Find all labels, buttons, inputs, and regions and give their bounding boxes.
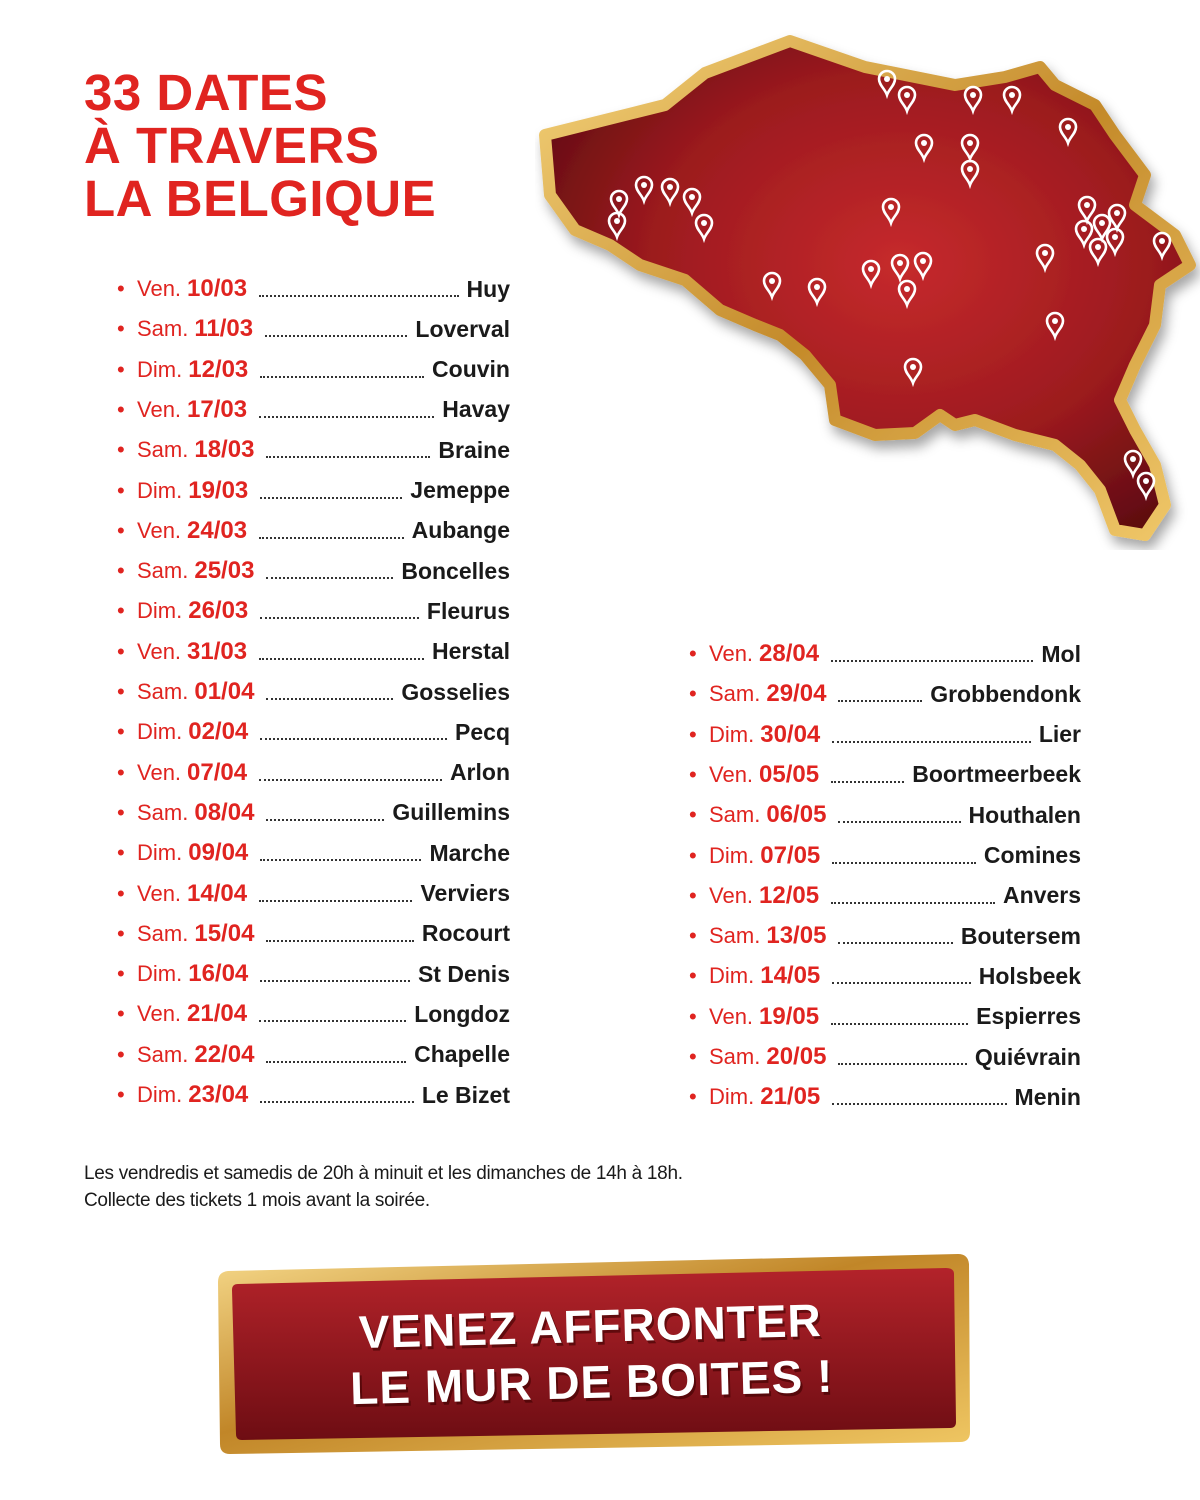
city-label: Verviers <box>420 880 510 906</box>
date-label: 19/05 <box>759 1002 820 1030</box>
dotted-leader <box>260 845 421 861</box>
date-label: 16/04 <box>188 960 249 988</box>
date-label: 05/05 <box>759 760 820 788</box>
city-label: Marche <box>429 839 510 866</box>
bullet: • <box>117 920 125 946</box>
dotted-leader <box>838 686 922 702</box>
day-label: Ven. <box>137 759 182 785</box>
schedule-row <box>117 473 510 509</box>
city-label: St Denis <box>417 960 510 987</box>
date-label: 30/04 <box>760 720 821 748</box>
dotted-leader <box>838 1049 966 1065</box>
city-label: Boutersem <box>960 922 1081 949</box>
date-label: 08/04 <box>194 798 255 826</box>
day-label: Ven. <box>709 882 754 908</box>
bullet: • <box>689 1003 697 1029</box>
dotted-leader <box>266 1047 406 1063</box>
day-label: Dim. <box>137 719 183 745</box>
city-label: Espierres <box>976 1003 1081 1030</box>
date-label: 23/04 <box>188 1081 249 1108</box>
schedule-row <box>689 958 1081 994</box>
city-label: Mol <box>1041 640 1081 667</box>
city-label: Le Bizet <box>421 1081 510 1108</box>
bullet: • <box>117 759 125 785</box>
city-label: Anvers <box>1003 882 1081 909</box>
day-label: Dim. <box>137 1082 183 1107</box>
schedule-row <box>689 838 1081 874</box>
bullet: • <box>117 638 125 664</box>
title-line-3: LA BELGIQUE <box>84 170 437 227</box>
day-label: Sam. <box>137 920 189 946</box>
bullet: • <box>117 719 125 745</box>
city-label: Lier <box>1038 721 1081 748</box>
bullet: • <box>689 963 697 989</box>
day-label: Sam. <box>137 1041 189 1067</box>
date-label: 24/03 <box>187 516 248 544</box>
schedule-row <box>689 878 1081 914</box>
bullet: • <box>117 437 125 463</box>
date-label: 21/04 <box>187 1000 248 1028</box>
schedule-row <box>117 996 510 1032</box>
bullet: • <box>689 882 697 908</box>
schedule-row <box>689 676 1081 712</box>
dotted-leader <box>838 807 960 823</box>
schedule-row <box>117 432 510 468</box>
city-label: Quiévrain <box>974 1043 1081 1070</box>
city-label: Arlon <box>449 759 510 786</box>
date-label: 09/04 <box>188 839 249 867</box>
day-label: Ven. <box>709 761 754 787</box>
city-label: Herstal <box>432 638 510 665</box>
info-line-2: Collecte des tickets 1 mois avant la soirée. <box>84 1190 430 1211</box>
schedule-row <box>117 271 510 307</box>
schedule-row <box>117 795 510 831</box>
city-label: Couvin <box>432 356 510 383</box>
day-label: Sam. <box>709 1044 761 1069</box>
city-label: Houthalen <box>968 801 1081 828</box>
schedule-row <box>117 714 510 750</box>
dotted-leader <box>831 1009 968 1025</box>
dotted-leader <box>260 362 424 378</box>
day-label: Sam. <box>709 802 761 828</box>
bullet: • <box>689 761 697 787</box>
day-label: Sam. <box>709 681 761 707</box>
date-label: 10/03 <box>187 275 248 302</box>
schedule-row <box>117 392 510 428</box>
city-label: Menin <box>1014 1083 1081 1110</box>
schedule-row <box>117 1077 510 1113</box>
schedule-row <box>117 755 510 791</box>
bullet: • <box>117 799 125 825</box>
dotted-leader <box>831 888 995 904</box>
schedule-row <box>117 352 510 388</box>
city-label: Gosselies <box>401 678 510 705</box>
date-label: 31/03 <box>187 637 248 665</box>
bullet: • <box>689 641 697 666</box>
city-label: Holsbeek <box>978 962 1081 989</box>
dotted-leader <box>265 321 407 337</box>
dotted-leader <box>259 765 442 781</box>
schedule-row <box>117 674 510 710</box>
dotted-leader <box>832 727 1031 743</box>
dotted-leader <box>266 442 430 458</box>
city-label: Fleurus <box>426 597 510 624</box>
dotted-leader <box>259 281 458 297</box>
day-label: Sam. <box>709 923 761 949</box>
city-label: Huy <box>466 275 510 302</box>
city-label: Chapelle <box>414 1041 510 1068</box>
cta-line-1: VENEZ AFFRONTER <box>358 1293 823 1359</box>
schedule-row <box>117 634 510 670</box>
schedule-row <box>117 311 510 347</box>
date-label: 18/03 <box>194 436 255 464</box>
bullet: • <box>117 396 125 422</box>
date-label: 14/04 <box>187 879 248 907</box>
schedule-row <box>689 797 1081 833</box>
schedule-row <box>689 636 1081 672</box>
schedule-row <box>117 876 510 912</box>
city-label: Boortmeerbeek <box>912 761 1081 788</box>
date-label: 28/04 <box>759 640 820 667</box>
bullet: • <box>689 721 697 747</box>
page-title <box>84 66 436 225</box>
date-label: 22/04 <box>194 1040 255 1068</box>
bullet: • <box>117 1041 125 1067</box>
schedule-row <box>689 918 1081 954</box>
dotted-leader <box>832 968 970 984</box>
date-label: 06/05 <box>766 801 827 829</box>
title-line-2: À TRAVERS <box>84 117 380 174</box>
city-label: Guillemins <box>392 799 510 826</box>
map-shape <box>545 41 1190 535</box>
date-label: 11/03 <box>194 315 254 343</box>
info-line-1: Les vendredis et samedis de 20h à minuit et les dimanches de 14h à 18h. <box>84 1163 683 1184</box>
schedule-row <box>689 757 1081 793</box>
dotted-leader <box>260 1087 414 1103</box>
bullet: • <box>117 840 125 866</box>
schedule-row <box>689 1039 1081 1075</box>
date-label: 21/05 <box>760 1083 821 1111</box>
schedule-row <box>689 717 1081 753</box>
day-label: Sam. <box>137 679 189 704</box>
date-label: 07/05 <box>760 841 821 869</box>
schedule-row <box>117 916 510 952</box>
bullet: • <box>117 477 125 503</box>
schedule-row <box>117 593 510 629</box>
city-label: Boncelles <box>401 557 510 584</box>
day-label: Dim. <box>137 840 183 866</box>
schedule-row <box>117 956 510 992</box>
city-label: Grobbendonk <box>930 680 1081 707</box>
city-label: Jemeppe <box>410 477 510 503</box>
day-label: Dim. <box>709 1084 755 1110</box>
dotted-leader <box>260 483 402 499</box>
city-label: Longdoz <box>414 1000 510 1027</box>
bullet: • <box>689 681 697 707</box>
dotted-leader <box>259 402 434 418</box>
dotted-leader <box>259 886 412 902</box>
schedule-row <box>689 999 1081 1035</box>
day-label: Ven. <box>137 396 182 422</box>
cta-line-2: LE MUR DE BOITES ! <box>349 1349 834 1415</box>
dotted-leader <box>260 603 419 619</box>
city-label: Braine <box>438 436 510 463</box>
dotted-leader <box>832 1089 1006 1105</box>
bullet: • <box>117 1001 125 1027</box>
bullet: • <box>117 356 125 382</box>
city-label: Rocourt <box>421 920 510 947</box>
city-label: Comines <box>983 842 1081 868</box>
date-label: 20/05 <box>766 1043 827 1070</box>
cta-text <box>207 1242 974 1466</box>
dotted-leader <box>266 805 384 821</box>
date-label: 02/04 <box>188 718 249 746</box>
schedule-row <box>117 513 510 549</box>
day-label: Dim. <box>137 477 183 503</box>
dotted-leader <box>259 644 424 660</box>
day-label: Dim. <box>709 842 755 868</box>
title-line-1: 33 DATES <box>84 64 328 121</box>
day-label: Ven. <box>137 517 182 543</box>
dotted-leader <box>266 926 413 942</box>
day-label: Ven. <box>709 641 754 666</box>
date-label: 14/05 <box>760 962 821 990</box>
schedule-row <box>117 835 510 871</box>
dotted-leader <box>831 767 904 783</box>
date-label: 01/04 <box>194 678 255 705</box>
day-label: Ven. <box>137 638 182 664</box>
city-label: Aubange <box>411 517 510 544</box>
schedule-row <box>117 553 510 589</box>
dotted-leader <box>266 563 393 579</box>
schedule-row <box>117 1037 510 1073</box>
date-label: 26/03 <box>188 597 249 625</box>
day-label: Dim. <box>137 961 183 987</box>
dotted-leader <box>259 1006 406 1022</box>
day-label: Dim. <box>137 356 183 382</box>
date-label: 17/03 <box>187 395 248 423</box>
bullet: • <box>117 316 125 342</box>
date-label: 13/05 <box>766 922 827 950</box>
day-label: Ven. <box>137 276 182 301</box>
day-label: Ven. <box>709 1003 754 1029</box>
date-label: 12/05 <box>759 881 820 909</box>
city-label: Pecq <box>455 718 510 745</box>
bullet: • <box>689 1044 697 1069</box>
schedule-row <box>689 1079 1081 1115</box>
bullet: • <box>117 517 125 543</box>
bullet: • <box>689 842 697 868</box>
date-label: 15/04 <box>194 919 255 947</box>
bullet: • <box>117 598 125 624</box>
day-label: Dim. <box>709 963 755 989</box>
bullet: • <box>117 276 125 301</box>
dotted-leader <box>260 724 447 740</box>
bullet: • <box>117 679 125 704</box>
day-label: Ven. <box>137 1001 182 1027</box>
bullet: • <box>117 1082 125 1107</box>
bullet: • <box>689 802 697 828</box>
date-label: 29/04 <box>766 680 827 708</box>
dotted-leader <box>831 646 1033 662</box>
bullet: • <box>117 880 125 906</box>
day-label: Sam. <box>137 799 189 825</box>
date-label: 12/03 <box>188 355 249 383</box>
city-label: Havay <box>442 396 510 423</box>
bullet: • <box>117 558 125 584</box>
dotted-leader <box>832 848 976 864</box>
bullet: • <box>689 923 697 949</box>
day-label: Dim. <box>709 721 755 747</box>
belgium-map <box>535 25 1200 550</box>
dotted-leader <box>259 523 404 539</box>
bullet: • <box>689 1084 697 1110</box>
date-label: 19/03 <box>188 476 249 504</box>
day-label: Sam. <box>137 437 189 463</box>
info-text <box>84 1160 683 1214</box>
dotted-leader <box>266 684 393 700</box>
day-label: Sam. <box>137 316 189 342</box>
bullet: • <box>117 961 125 987</box>
day-label: Dim. <box>137 598 183 624</box>
date-label: 25/03 <box>194 557 255 585</box>
dotted-leader <box>260 966 410 982</box>
dotted-leader <box>838 928 952 944</box>
date-label: 07/04 <box>187 758 248 786</box>
city-label: Loverval <box>415 315 510 342</box>
day-label: Ven. <box>137 880 182 906</box>
day-label: Sam. <box>137 558 189 584</box>
